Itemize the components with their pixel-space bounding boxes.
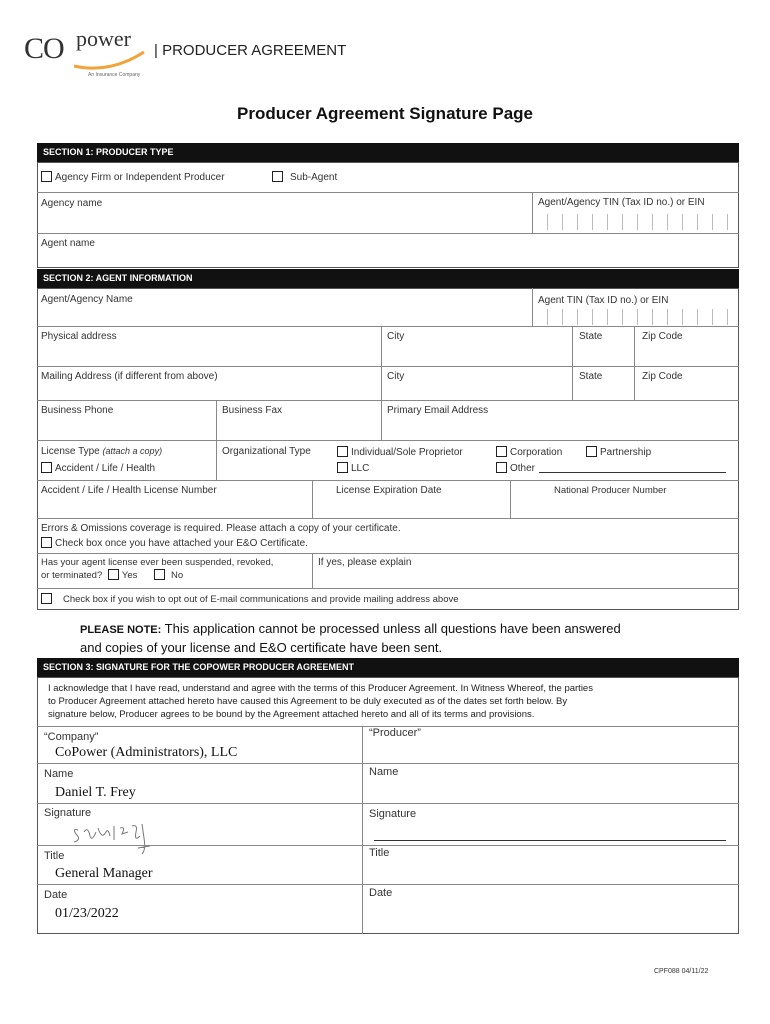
license-accident-option[interactable] xyxy=(41,462,155,474)
eo-check-label: Check box once you have attached your E&O Certificate. xyxy=(55,538,308,549)
divider xyxy=(362,726,363,934)
eo-check-option[interactable] xyxy=(41,537,308,549)
org-llc-label: LLC xyxy=(351,463,370,474)
divider xyxy=(634,366,635,400)
company-label: “Company” xyxy=(44,731,99,743)
please-note-line1 xyxy=(80,620,621,639)
partnership-checkbox[interactable] xyxy=(586,446,597,457)
divider xyxy=(381,400,382,440)
producer-title-label: Title xyxy=(369,847,390,859)
license-accident-label: Accident / Life / Health xyxy=(55,463,156,474)
business-phone-label: Business Phone xyxy=(41,405,114,416)
agent-tin-input[interactable] xyxy=(533,309,728,325)
suspended-question xyxy=(41,557,273,582)
divider xyxy=(37,803,739,804)
agent-tin-label: Agent TIN (Tax ID no.) or EIN xyxy=(538,295,669,306)
mailing-city-label: City xyxy=(387,371,405,382)
mailing-address-label: Mailing Address (if different from above) xyxy=(41,371,218,382)
please-note-text2: and copies of your license and E&O certificate have been sent. xyxy=(80,640,443,655)
divider xyxy=(634,326,635,366)
agent-agency-name-label: Agent/Agency Name xyxy=(41,294,133,305)
org-individual-label: Individual/Sole Proprietor xyxy=(351,447,463,458)
zip-label: Zip Code xyxy=(642,331,683,342)
divider xyxy=(37,440,739,441)
please-note-text1: This application cannot be processed unless all questions have been answered xyxy=(161,621,621,636)
producer-signature-label: Signature xyxy=(369,808,417,820)
producer-label: “Producer” xyxy=(369,727,421,739)
opt-agency[interactable] xyxy=(41,171,225,183)
org-llc-option[interactable] xyxy=(337,462,369,474)
divider xyxy=(37,480,739,481)
accident-checkbox[interactable] xyxy=(41,462,52,473)
divider xyxy=(37,884,739,885)
license-expiration-label: License Expiration Date xyxy=(336,485,442,496)
optout-checkbox[interactable] xyxy=(41,593,52,604)
logo-swoosh-icon xyxy=(72,50,147,72)
divider xyxy=(572,326,573,366)
org-corporation-option[interactable] xyxy=(496,446,562,458)
section3-heading: SECTION 3: SIGNATURE FOR THE COPOWER PRODUCER AGREEMENT xyxy=(37,658,739,677)
divider xyxy=(37,233,739,234)
section1-heading: SECTION 1: PRODUCER TYPE xyxy=(37,143,739,162)
license-type-label xyxy=(41,446,162,457)
org-other-option[interactable] xyxy=(496,462,535,474)
divider xyxy=(381,326,382,366)
optout-label: Check box if you wish to opt out of E-mail communications and provide mailing address above xyxy=(63,594,459,605)
eo-required-text: Errors & Omissions coverage is required. Please attach a copy of your certificate. xyxy=(41,523,401,534)
suspended-question-line2 xyxy=(41,569,273,582)
agency-tin-label: Agent/Agency TIN (Tax ID no.) or EIN xyxy=(538,197,705,208)
name-label: Name xyxy=(44,768,74,780)
org-type-label: Organizational Type xyxy=(222,446,311,457)
logo-power: power xyxy=(76,26,131,51)
page-title: Producer Agreement Signature Page xyxy=(236,104,533,123)
acknowledgement-text xyxy=(48,682,593,721)
subagent-checkbox[interactable] xyxy=(272,171,283,182)
yes-label: Yes xyxy=(121,570,138,581)
if-yes-label: If yes, please explain xyxy=(318,557,412,568)
divider xyxy=(510,480,511,518)
producer-signature-line[interactable] xyxy=(374,840,726,841)
company-value: CoPower (Administrators), LLC xyxy=(55,745,238,760)
signature-label: Signature xyxy=(44,807,92,819)
org-other-label: Other xyxy=(510,463,536,474)
optout-option[interactable] xyxy=(41,593,459,605)
opt-subagent-label: Sub-Agent xyxy=(290,172,338,183)
section2-heading: SECTION 2: AGENT INFORMATION xyxy=(37,269,739,288)
form-id: CPF088 04/11/22 xyxy=(654,968,709,975)
divider xyxy=(37,518,739,519)
yes-checkbox[interactable] xyxy=(108,569,119,580)
agency-name-label: Agency name xyxy=(41,198,103,209)
suspended-question-line1: Has your agent license ever been suspended, revoked, xyxy=(41,557,274,568)
other-checkbox[interactable] xyxy=(496,462,507,473)
date-label: Date xyxy=(44,889,68,901)
agency-checkbox[interactable] xyxy=(41,171,52,182)
eo-checkbox[interactable] xyxy=(41,537,52,548)
divider xyxy=(312,553,313,588)
divider xyxy=(312,480,313,518)
org-partnership-option[interactable] xyxy=(586,446,651,458)
physical-address-label: Physical address xyxy=(41,331,117,342)
signature-image xyxy=(70,818,155,858)
divider xyxy=(37,763,739,764)
ack-line2: to Producer Agreement attached hereto have caused this Agreement to be duly executed as of the dates set forth below. By xyxy=(48,696,568,707)
producer-name-label: Name xyxy=(369,766,399,778)
llc-checkbox[interactable] xyxy=(337,462,348,473)
please-note-bold: PLEASE NOTE: xyxy=(80,624,162,636)
org-corporation-label: Corporation xyxy=(510,447,563,458)
city-label: City xyxy=(387,331,405,342)
license-number-label: Accident / Life / Health License Number xyxy=(41,485,217,496)
header-title: | PRODUCER AGREEMENT xyxy=(154,42,347,59)
corporation-checkbox[interactable] xyxy=(496,446,507,457)
no-label: No xyxy=(171,570,184,581)
agent-name-label: Agent name xyxy=(41,238,95,249)
title-value: General Manager xyxy=(55,866,153,881)
divider xyxy=(37,400,739,401)
logo-co: CO xyxy=(24,32,64,65)
individual-checkbox[interactable] xyxy=(337,446,348,457)
divider xyxy=(37,588,739,589)
logo xyxy=(24,26,149,84)
state-label: State xyxy=(579,331,603,342)
mailing-state-label: State xyxy=(579,371,603,382)
divider xyxy=(37,192,739,193)
npn-label: National Producer Number xyxy=(554,485,667,496)
business-fax-label: Business Fax xyxy=(222,405,283,416)
ack-line3: signature below, Producer agrees to be bound by the Agreement attached hereto and all of its terms and provisions. xyxy=(48,709,535,720)
license-type-text: License Type xyxy=(41,446,100,457)
producer-date-label: Date xyxy=(369,887,393,899)
license-type-note: (attach a copy) xyxy=(102,446,163,456)
divider xyxy=(381,366,382,400)
agency-tin-input[interactable] xyxy=(533,214,728,230)
opt-subagent[interactable] xyxy=(272,171,337,183)
other-input-line[interactable] xyxy=(539,472,726,473)
divider xyxy=(37,845,739,846)
logo-tagline: An Insurance Company xyxy=(88,72,141,78)
no-checkbox[interactable] xyxy=(154,569,165,580)
org-individual-option[interactable] xyxy=(337,446,463,458)
suspended-question-text: or terminated? xyxy=(41,570,103,581)
mailing-zip-label: Zip Code xyxy=(642,371,683,382)
divider xyxy=(37,553,739,554)
ack-line1: I acknowledge that I have read, understand and agree with the terms of this Producer Agreement. In Witness Whereof, the parties xyxy=(48,683,593,694)
org-partnership-label: Partnership xyxy=(600,447,652,458)
name-value: Daniel T. Frey xyxy=(55,785,136,800)
opt-agency-label: Agency Firm or Independent Producer xyxy=(55,172,225,183)
divider xyxy=(572,366,573,400)
title-label: Title xyxy=(44,850,65,862)
date-value: 01/23/2022 xyxy=(55,906,119,921)
please-note xyxy=(80,620,621,656)
primary-email-label: Primary Email Address xyxy=(387,405,489,416)
